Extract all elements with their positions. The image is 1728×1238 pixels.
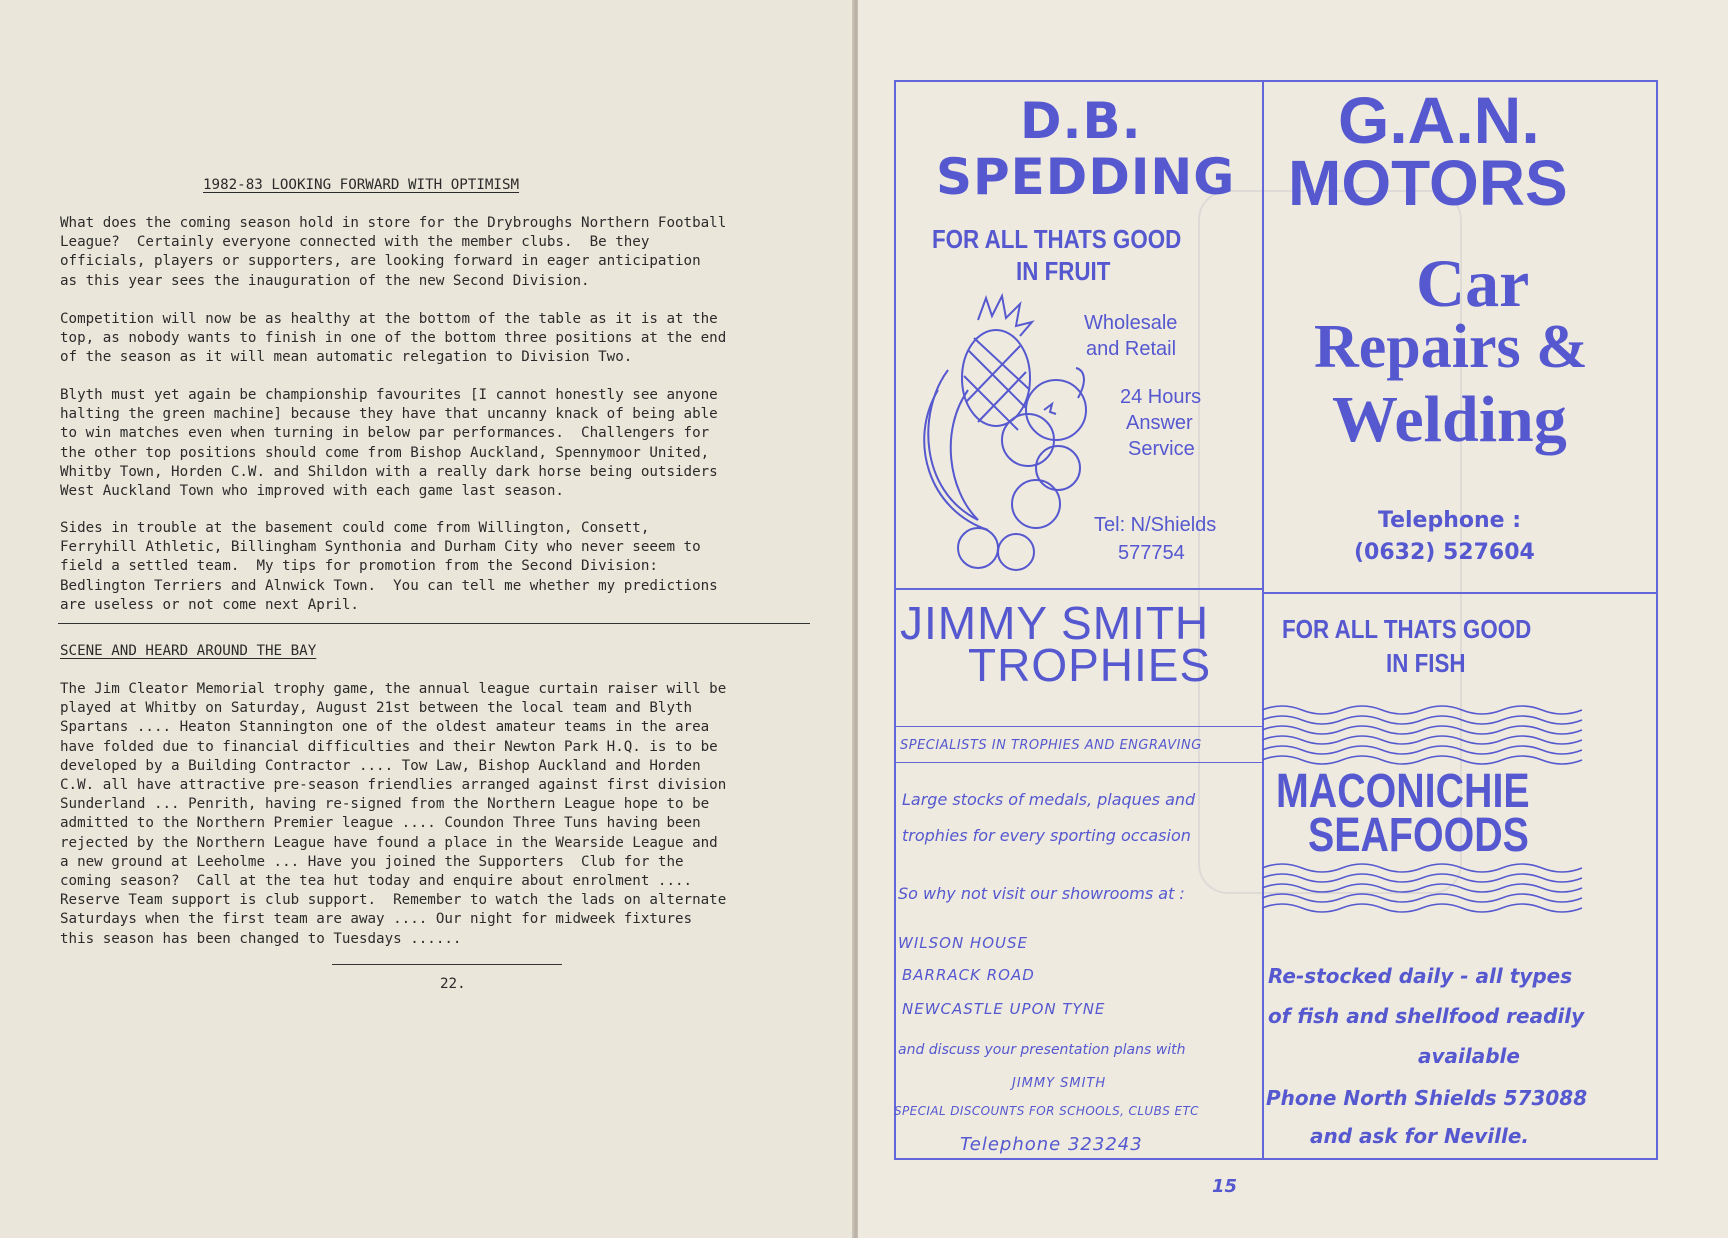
jimmy-smith-address-2: BARRACK ROAD (902, 966, 1035, 984)
article-title-optimism: 1982-83 LOOKING FORWARD WITH OPTIMISM (203, 177, 520, 193)
jimmy-smith-telephone: Telephone 323243 (960, 1134, 1143, 1155)
article-paragraph-3: Blyth must yet again be championship favourites [I cannot honestly see anyone halting the green machine] because they have that uncanny knack of being able to win matches even when turning in below par performances. Challengers for the other top positions should come from Bishop Auckland, Spennymoor United, Whitby Town, Horden C.W. and Shildon with a really dark horse being outsiders West Auckland Town who improved with each game last season. (60, 387, 718, 500)
db-spedding-tagline-1: FOR ALL THATS GOOD (932, 224, 1182, 254)
trophies-divider-top (896, 726, 1262, 727)
jimmy-smith-address-3: NEWCASTLE UPON TYNE (902, 1000, 1106, 1018)
gan-telephone-label: Telephone : (1378, 508, 1522, 533)
gan-service-1: Car (1416, 245, 1530, 321)
maconichie-tagline-2: IN FISH (1386, 648, 1466, 678)
gan-service-2: Repairs & (1314, 313, 1588, 381)
db-spedding-tel-label: Tel: N/Shields (1094, 514, 1217, 536)
jimmy-smith-contact: JIMMY SMITH (1012, 1076, 1107, 1091)
section-divider (58, 623, 810, 624)
ads-horizontal-divider-left (894, 588, 1264, 590)
maconichie-stock-3: available (1418, 1044, 1520, 1068)
article-paragraph-scene: The Jim Cleator Memorial trophy game, the annual league curtain raiser will be played at Whitby on Saturday, August 21st between the local team and Blyth Spartans .... Heaton Stannington one of the oldest amateur teams in the area have folded due to financial difficulties and their Newton Park H.Q. is to be developed by a Building Contractor .... Tow Law, Bishop Auckland and Horden C.W. all have attractive pre-season friendlies arranged against first division Sunderland ... Penrith, having re-signed from the Northern League hope to be admitted to the Northern Premier league .... Coundon Three Tuns having been rejected by the Northern League have found a place in the Wearside League and a new ground at Leeholme ... Have you joined the Supporters Club for the coming season? Call at the tea hut today and enquire about enrolment .... Reserve Team support is club support. Remember to watch the lads on alternate Saturdays when the first team are away .... Our night for midweek fixtures this season has been changed to Tuesdays ...... (60, 681, 727, 947)
maconichie-phone-2: and ask for Neville. (1310, 1124, 1530, 1148)
gan-telephone-number: (0632) 527604 (1354, 540, 1535, 565)
db-spedding-wholesale-2: and Retail (1086, 338, 1177, 360)
left-page (0, 0, 856, 1238)
article-title-scene-and-heard: SCENE AND HEARD AROUND THE BAY (60, 643, 317, 659)
jimmy-smith-name: JIMMY SMITH (900, 597, 1210, 649)
waves-bottom (1262, 858, 1588, 918)
end-rule (332, 964, 562, 965)
right-page (858, 0, 1728, 1238)
db-spedding-tel-number: 577754 (1118, 542, 1185, 564)
gan-service-3: Welding (1332, 383, 1567, 456)
db-spedding-name: SPEDDING (936, 148, 1236, 206)
jimmy-smith-address-1: WILSON HOUSE (898, 934, 1028, 952)
page-number-right: 15 (1212, 1176, 1238, 1197)
maconichie-stock-1: Re-stocked daily - all types (1268, 964, 1573, 988)
db-spedding-service-2: Answer (1126, 412, 1193, 434)
jimmy-smith-specialists: SPECIALISTS IN TROPHIES AND ENGRAVING (900, 738, 1202, 753)
trophies-divider-bottom (896, 762, 1262, 763)
jimmy-smith-stock-1: Large stocks of medals, plaques and (902, 790, 1196, 809)
waves-top (1262, 700, 1588, 770)
article-paragraph-2: Competition will now be as healthy at the bottom of the table as it is at the top, as nobody wants to finish in one of the bottom three positions at the end of the season as it will mean automatic relegation to Division Two. (60, 311, 727, 366)
page-number-left: 22. (440, 976, 466, 992)
gan-initials: G.A.N. (1338, 83, 1540, 157)
gan-motors-name: MOTORS (1288, 147, 1568, 219)
db-spedding-wholesale-1: Wholesale (1084, 312, 1178, 334)
jimmy-smith-stock-2: trophies for every sporting occasion (902, 826, 1191, 845)
article-paragraph-1: What does the coming season hold in store for the Drybroughs Northern Football League? Certainly everyone connected with the member clubs. Be they officials, players or supporters, are looking forward in eager anticipation as this year sees the inauguration of the new Second Division. (60, 215, 727, 289)
maconichie-name: MACONICHIE (1276, 765, 1530, 818)
maconichie-seafoods: SEAFOODS (1308, 809, 1529, 862)
maconichie-stock-2: of fish and shellfood readily (1268, 1004, 1585, 1028)
jimmy-smith-discuss: and discuss your presentation plans with (898, 1042, 1186, 1058)
ads-horizontal-divider-right (1262, 592, 1656, 594)
jimmy-smith-visit: So why not visit our showrooms at : (898, 884, 1185, 903)
jimmy-smith-trophies: TROPHIES (968, 639, 1212, 691)
ads-vertical-divider (1262, 80, 1264, 1158)
article-paragraph-4: Sides in trouble at the basement could come from Willington, Consett, Ferryhill Athletic, Billingham Synthonia and Durham City who never seeem to field a settled team. My tips for promotion from the Second Division: Bedlington Terriers and Alnwick Town. You can tell me whether my predictions are useless or not come next April. (60, 520, 718, 613)
maconichie-phone-1: Phone North Shields 573088 (1266, 1086, 1588, 1110)
fruit-illustration (908, 290, 1098, 580)
db-spedding-initials: D.B. (1020, 92, 1142, 150)
db-spedding-service-3: Service (1128, 438, 1195, 460)
maconichie-tagline-1: FOR ALL THATS GOOD (1282, 614, 1532, 644)
db-spedding-service-1: 24 Hours (1120, 386, 1202, 408)
db-spedding-tagline-2: IN FRUIT (1016, 256, 1111, 286)
jimmy-smith-discounts: SPECIAL DISCOUNTS FOR SCHOOLS, CLUBS ETC (894, 1104, 1199, 1118)
